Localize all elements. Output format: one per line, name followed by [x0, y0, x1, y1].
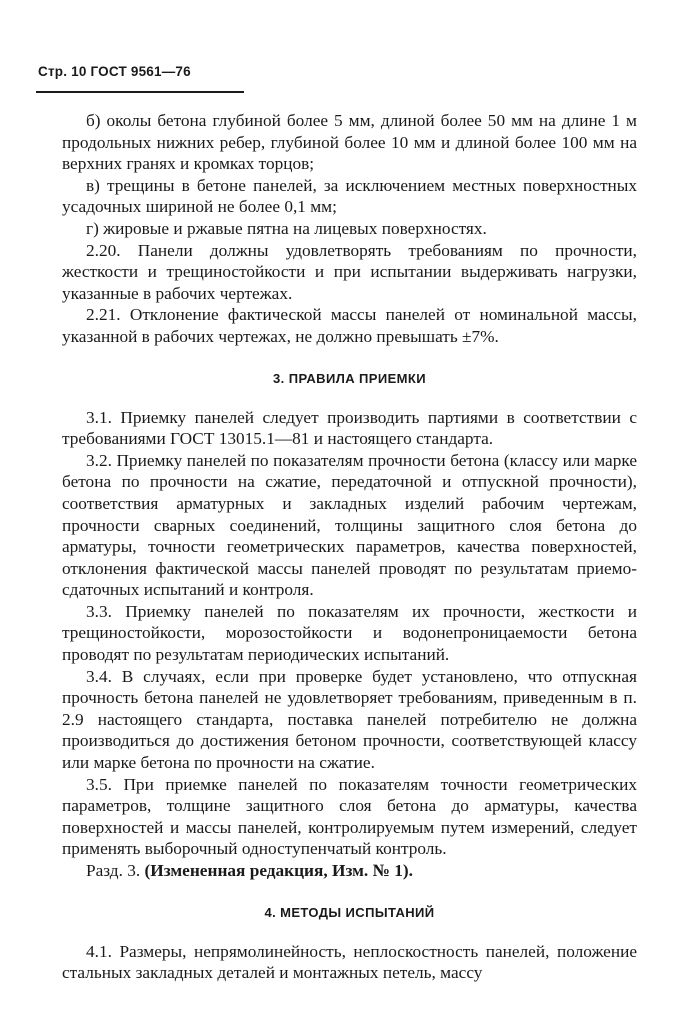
amendment-text: (Измененная редакция, Изм. № 1).	[144, 861, 413, 880]
item-b: б) околы бетона глубиной более 5 мм, длиной более 50 мм на длине 1 м продольных нижних ребер, глубиной более 10 мм и длиной более 100 мм на верхних гранях и кромках торцов;	[62, 111, 637, 174]
section-3-amendment-note	[62, 860, 637, 882]
clause-2-20: 2.20. Панели должны удовлетворять требованиям по прочности, жесткости и трещиностойкости и при испытании выдерживать нагрузки, указанные в рабочих чертежах.	[62, 240, 637, 303]
clause-3-1: 3.1. Приемку панелей следует производить партиями в соответствии с требованиями ГОСТ 13015.1—81 и настоящего стандарта.	[62, 407, 637, 449]
clause-4-1: 4.1. Размеры, непрямолинейность, неплоскостность панелей, положение стальных закладных деталей и монтажных петель, массу	[62, 941, 637, 983]
section-3-title: 3. ПРАВИЛА ПРИЕМКИ	[273, 370, 426, 386]
section-4-title: 4. МЕТОДЫ ИСПЫТАНИЙ	[264, 904, 435, 920]
clause-2-21: 2.21. Отклонение фактической массы панелей от номинальной массы, указанной в рабочих чертежах, не должно превышать ±7%.	[62, 305, 637, 346]
header-rule	[36, 91, 244, 93]
item-g: г) жировые и ржавые пятна на лицевых поверхностях.	[86, 218, 487, 238]
item-v: в) трещины в бетоне панелей, за исключением местных поверхностных усадочных шириной не более 0,1 мм;	[62, 175, 637, 217]
document-body	[62, 110, 637, 984]
amendment-prefix: Разд. 3.	[86, 861, 145, 880]
clause-3-2: 3.2. Приемку панелей по показателям прочности бетона (классу или марке бетона по прочности на сжатие, передаточной и отпускной прочности), соответствия арматурных и закладных изделий рабочим чертежам, прочности сварных соединений, толщины защитного слоя бетона до арматуры, точности геометрических параметров, качества поверхностей, отклонения фактической массы панелей проводят по результатам приемо-сдаточных испытаний и контроля.	[62, 450, 637, 600]
clause-3-3: 3.3. Приемку панелей по показателям их прочности, жесткости и трещиностойкости, морозостойкости и водонепроницаемости бетона проводят по результатам периодических испытаний.	[62, 601, 637, 665]
page-header: Стр. 10 ГОСТ 9561—76	[38, 64, 191, 79]
clause-3-5: 3.5. При приемке панелей по показателям точности геометрических параметров, толщине защитного слоя бетона до арматуры, качества поверхностей и массы панелей, контролируемым путем измерений, следует применять выборочный одноступенчатый контроль.	[62, 774, 637, 859]
clause-3-4: 3.4. В случаях, если при проверке будет установлено, что отпускная прочность бетона панелей не удовлетворяет требованиям, приведенным в п. 2.9 настоящего стандарта, поставка панелей потребителю не должна производиться до достижения бетоном прочности, соответствующей классу или марке бетона по прочности на сжатие.	[62, 666, 637, 773]
